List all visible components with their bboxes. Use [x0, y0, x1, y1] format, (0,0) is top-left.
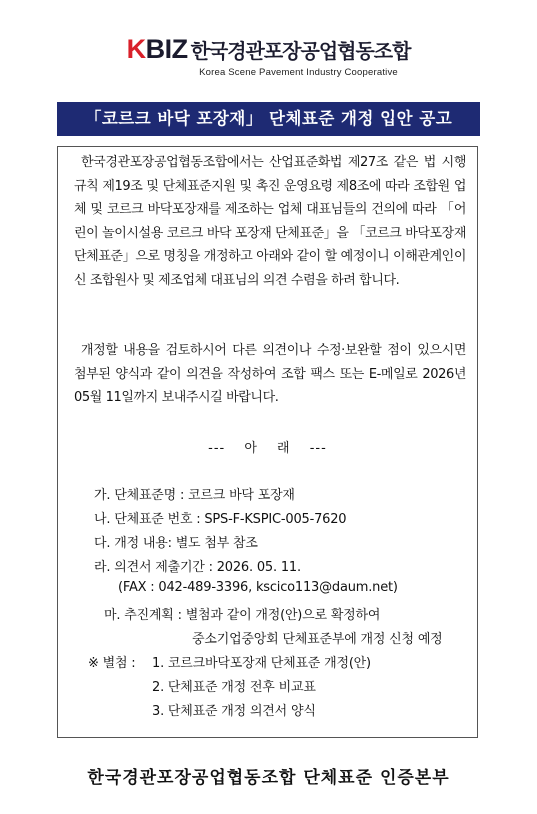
attachment-item: 3. 단체표준 개정 의견서 양식	[152, 704, 316, 719]
body-paragraph-1: 한국경관포장공업협동조합에서는 산업표준화법 제27조 같은 법 시행규칙 제19조 및 단체표준지원 및 촉진 운영요령 제8조에 따라 조합원 업체 및 코르크 바닥포장재를 제조하는 업체 대표님들의 건의에 따라 「어린이 놀이시설용 코르크 바닥 포장재 단체표준」을 「코르크 바닥포장재 단체표준」으로 명칭을 개정하고 아래와 같이 할 예정이니 이해관계인이신 조합원사 및 제조업체 대표님의 의견 수렴을 하려 합니다.	[74, 155, 466, 288]
item-ma: 마. 추진계획 : 별첨과 같이 개정(안)으로 확정하여	[104, 608, 381, 623]
item-na: 나. 단체표준 번호 : SPS-F-KSPIC-005-7620	[94, 512, 347, 527]
item-da: 다. 개정 내용: 별도 첨부 참조	[94, 536, 258, 551]
body-paragraph-2: 개정할 내용을 검토하시어 다른 의견이나 수정·보완할 점이 있으시면 첨부된 양식과 같이 의견을 작성하여 조합 팩스 또는 E-메일로 2026년 05월 11일까지 보내주시길 바랍니다.	[74, 343, 466, 405]
org-name-en: Korea Scene Pavement Industry Cooperative	[199, 67, 398, 78]
footer-signature: 한국경관포장공업협동조합 단체표준 인증본부	[87, 768, 450, 788]
logo	[127, 34, 411, 65]
header	[0, 34, 537, 78]
item-ma-cont: 중소기업중앙회 단체표준부에 개정 신청 예정	[192, 632, 443, 647]
org-name-ko: 한국경관포장공업협동조합	[190, 39, 411, 63]
attachment-item: 2. 단체표준 개정 전후 비교표	[152, 680, 316, 695]
item-ra: 라. 의견서 제출기간 : 2026. 05. 11.	[94, 560, 301, 575]
notice-title: 「코르크 바닥 포장재」 단체표준 개정 입안 공고	[57, 102, 480, 136]
item-ga: 가. 단체표준명 : 코르크 바닥 포장재	[94, 488, 295, 503]
attachment-item: 1. 코르크바닥포장재 단체표준 개정(안)	[152, 656, 371, 671]
item-ra-contact: (FAX : 042-489-3396, kscico113@daum.net)	[118, 580, 398, 595]
kbiz-logo: KBIZ	[126, 34, 188, 64]
section-heading: --- 아 래 ---	[208, 441, 327, 456]
attachment-label: ※ 별첨 :	[88, 656, 136, 671]
